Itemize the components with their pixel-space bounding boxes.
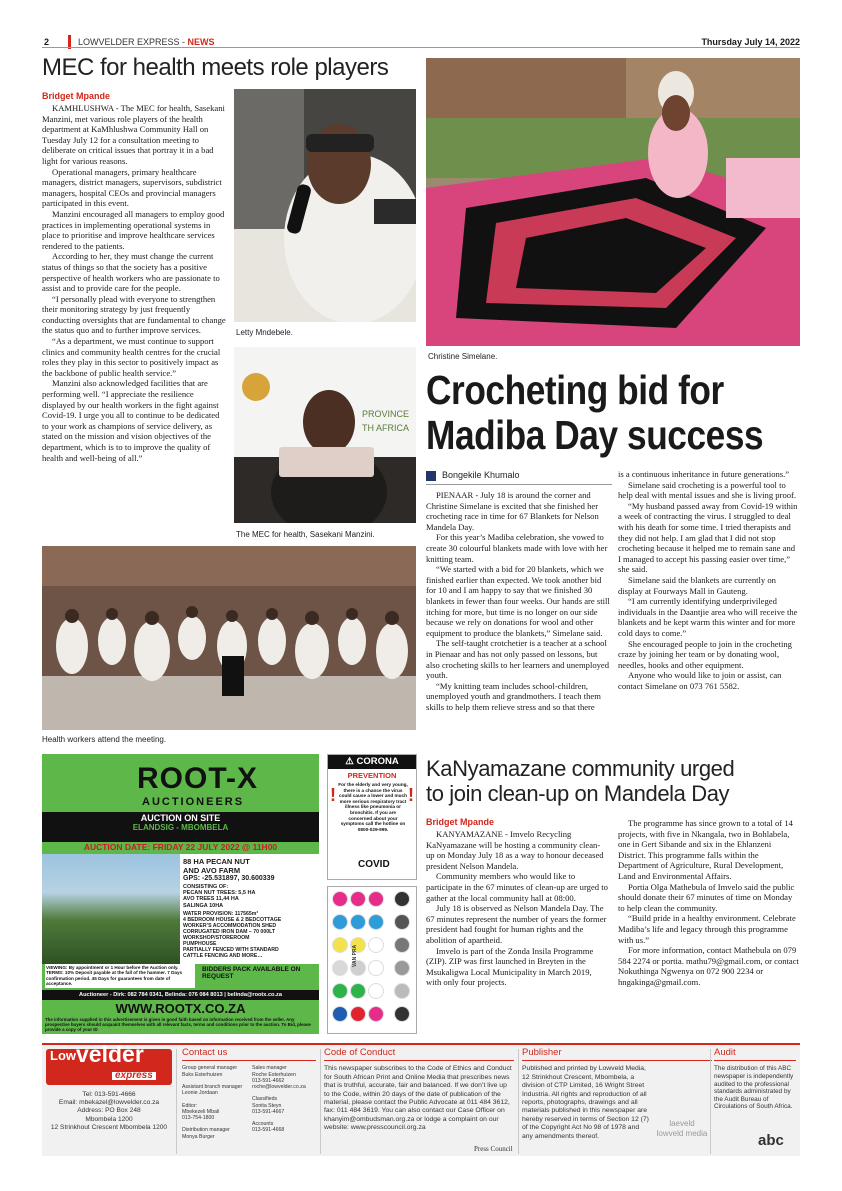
article1-paragraph: “I personally plead with everyone to strengthen their monitoring strategy by just frequently conducting oversights that are fundamental to change the status quo and to further improve services.: [42, 293, 226, 336]
rootx-details: [180, 854, 319, 964]
audit-body: The distribution of this ABC newspaper is independently audited to the professional standards administrated by the Audit Bureau of Circulations of South Africa.: [714, 1065, 794, 1111]
article2-paragraph: Simelane said crocheting is a powerful tool to help deal with mental issues and she is living proof.: [618, 479, 797, 501]
swatch-grid: [332, 891, 414, 1031]
photo-christine-simelane: [426, 58, 800, 346]
article1-byline: Bridget Mpande: [42, 91, 111, 101]
rootx-banner: [42, 812, 319, 842]
rootx-bidders: BIDDERS PACK AVAILABLE ON REQUEST: [202, 966, 301, 980]
rootx-photo: [42, 854, 180, 964]
colour-swatch: [394, 914, 410, 930]
article3-paragraph: KANYAMAZANE - Imvelo Recycling KaNyamazane will be hosting a community clean-up on Monday July 18 as a way to honour deceased president Nelson Mandela.: [426, 829, 604, 871]
article3-paragraph: July 18 is observed as Nelson Mandela Day. The 67 minutes represent the number of years the former president had fought for human rights and the abolition of apartheid.: [426, 903, 607, 945]
article2-byline: Bongekile Khumalo: [442, 470, 520, 480]
rootx-contact[interactable]: Auctioneer - Dirk: 082 784 0341, Belinda: 076 084 8013 | belinda@rootx.co.za: [42, 990, 319, 1000]
article2-paragraph-cont: is a continuous inheritance in future generations.”: [618, 469, 790, 479]
footer-address: Tel: 013-591-4666 Email: mbekazel@lowvelder.co.za Address: PO Box 248 Mbombela 1200 12 Strinkhout Crescent Mbombela 1200: [50, 1091, 168, 1131]
article3-paragraph: Imvelo is part of the Zonda Insila Programme (ZIP). ZIP was first launched in Breyten in the Msukaligwa Local Municipality in March 2019, with only four projects.: [426, 945, 594, 988]
article3-byline: Bridget Mpande: [426, 817, 495, 827]
article2-headline-line1: Crocheting bid for: [426, 367, 724, 413]
article3-paragraph: For more information, contact Mathebula on 079 584 2274 or portia. mathu79@gmail.com, or contact Nokuthinga Ngwenya on 072 900 2234 or hngakinga@gmail.com.: [618, 945, 799, 987]
warning-icon: ⚠: [345, 756, 354, 767]
masthead-label: [78, 37, 215, 47]
article2-headline: [426, 367, 764, 458]
colour-swatch: [368, 1006, 384, 1022]
article2-headline-line2: Madiba Day success: [426, 412, 764, 458]
colour-swatch: [350, 891, 366, 907]
logo-velder: velder: [76, 1041, 144, 1067]
rootx-location: ELANDSIG - MBOMBELA: [132, 823, 229, 832]
publisher-body: Published and printed by Lowveld Media, 12 Strinkhout Crescent, Mbombela, a division of CTP Limited, 16 Wright Street Industria. All rights and reproduction of all reports, photographs, drawings and all materials published in this newspaper are hereby reserved in terms of Section 12 (7) of the Copyright Act No 98 of 1978 and any amendments thereof.: [522, 1065, 649, 1140]
colour-swatch: [350, 983, 366, 999]
logo-express: express: [112, 1072, 156, 1080]
article3-headline-line1: KaNyamazane community urged: [426, 756, 735, 781]
colour-swatch: [368, 960, 384, 976]
colour-swatch: [368, 937, 384, 953]
photo-christine-svg: [426, 58, 800, 346]
rootx-brand: [137, 762, 258, 796]
rootx-water: WATER PROVISION: 117565m³ 4 BEDROOM HOUSE & 2 BEDCOTTAGE WORKER’S ACCOMMODATION SHED CORRUGATED IRON DAM – 70 000LT WORKSHOP/STOREROOM PUMPHOUSE PARTIALLY FENCED WITH STANDARD CATTLE FENCING AND MORE…: [183, 911, 282, 960]
article3-col2: [618, 818, 800, 988]
article1-paragraph: Manzini also acknowledged facilities that are performing well. “I appreciate the resilience displayed by our health workers in the fight against Covid-19. I urge you all to continue to be dedicated to your work as champions of service delivery, as stated on the mission and vision objectives of the department, which is to to improve the quality of health and well-being of all.”: [42, 378, 220, 463]
header-rule: [42, 47, 800, 48]
article2-paragraph: For this year’s Madiba celebration, she vowed to create 30 colourful blankets made with love with her knitting team.: [426, 532, 608, 564]
article1-paragraph: Manzini encouraged all managers to employ good practices in implementing operational systems in place to prioritise and improve healthcare services rendered to the patients.: [42, 208, 225, 251]
photo-mec: [234, 347, 416, 523]
colour-swatch: [332, 960, 348, 976]
corona-body: For the elderly and very young, there is a chance the virus could cause a lower and much more serious respiratory tract illness like pneumonia or bronchitis. If you are concerned about your symptoms call the hotline on 0800-029-999.: [338, 782, 408, 832]
page-number: 2: [44, 37, 50, 47]
article2-paragraph: The self-taught crotchetier is a teacher at a school in Pienaar and has not only passed on lessons, but also crocheting skills to her learners and unemployed youth.: [426, 638, 610, 681]
caption-christine: Christine Simelane.: [428, 352, 498, 361]
colour-swatch: [368, 914, 384, 930]
footer-conduct: [324, 1047, 514, 1153]
colour-swatch: [332, 937, 348, 953]
footer: [42, 1043, 800, 1156]
article3-paragraph: Community members who would like to participate in the 67 minutes of clean-up are urged to gather at the local community hall at 08:00.: [426, 871, 608, 903]
rootx-gps: GPS: -25.531897, 30.600339: [183, 875, 275, 882]
footer-contact: [182, 1049, 316, 1140]
article2-paragraph: PIENAAR - July 18 is around the corner and Christine Simelane is excited that she finished her crocheting race in time for 67 Blankets for Nelson Mandela Day.: [426, 490, 599, 532]
article3-col1: [426, 829, 608, 988]
audit-title: Audit: [714, 1049, 796, 1061]
photo-letty-svg: [234, 89, 416, 322]
exclamation-icon-left: !: [330, 785, 336, 805]
footer-divider: [320, 1049, 321, 1154]
article1-paragraph: According to her, they must change the current status of things so that the society has a positive perspective of health workers who are passionate to assist and to provide care for the people.: [42, 251, 220, 294]
article2-byline-marker: [426, 471, 436, 481]
podium-text: PROVINCE: [362, 409, 410, 419]
colour-swatch: [394, 891, 410, 907]
article2-paragraph: “We started with a bid for 20 blankets, which we finished earlier than expected. We took another bid for 10 and I am happy to say that we finished 30 blankets in fewer than four weeks. Our hands are still itching for more, but time is no longer on our side because we rely on donations for wool and other equipment to produce the blankets,” Simelane said.: [426, 564, 610, 638]
article1-headline: MEC for health meets role players: [42, 54, 389, 81]
rootx-consisting: CONSISTING OF:: [183, 884, 229, 890]
photo-letty-mndebele: [234, 89, 416, 322]
colour-swatch: [332, 914, 348, 930]
caption-mec: The MEC for health, Sasekani Manzini.: [236, 530, 375, 539]
covid-logo: COVID: [358, 859, 390, 870]
corona-title: [328, 755, 416, 769]
lowveld-media-logo: laeveld lowveld media: [656, 1119, 708, 1138]
colour-swatch: [394, 937, 410, 953]
article3-headline-line2: to join clean-up on Mandela Day: [426, 781, 730, 806]
abc-logo: abc: [758, 1132, 784, 1149]
rootx-property-1: 88 HA PECAN NUT: [183, 857, 250, 866]
article2-paragraph: “I am currently identifying underprivileged individuals in the Daantjie area who will receive the blankets and be kept warm this winter and for more cold days to come.”: [618, 596, 798, 638]
colour-swatch: [332, 1006, 348, 1022]
article3-headline: [426, 756, 800, 806]
ad-rootx[interactable]: [42, 754, 319, 1034]
colour-swatch: [368, 983, 384, 999]
exclamation-icon-right: !: [408, 785, 414, 805]
conduct-body: This newspaper subscribes to the Code of Ethics and Conduct for South African Print and Online Media that prescribes news that is truthful, accurate, fair and balanced. If we don’t live up to the Code, within 20 days of the date of publication of the material, please contact the Public Advocate at 011 484 3612, fax: 011 484 3619. You can also contact our Case Officer on khanyim@ombudsman.org.za or lodge a complaint on our website: www.presscouncil.org.za: [324, 1065, 512, 1132]
corona-title-text: CORONA: [356, 756, 399, 767]
article3-paragraph: Portia Olga Mathebula of Imvelo said the public should donate their 67 minutes of time on Monday to help clean the community.: [618, 881, 795, 913]
article2-paragraph: She encouraged people to join in the crocheting craze by joining her team or by donating wool, needles, hooks and other equipment.: [618, 638, 792, 670]
caption-letty: Letty Mndebele.: [236, 328, 293, 337]
colour-swatch: [332, 891, 348, 907]
lowvelder-logo: [46, 1041, 172, 1085]
footer-divider: [176, 1049, 177, 1154]
footer-brand: [46, 1041, 172, 1132]
article2-paragraph: Anyone who would like to join or assist, can contact Simelane on 073 761 5582.: [618, 670, 782, 691]
colour-swatch: [350, 914, 366, 930]
article2-paragraph: “My husband passed away from Covid-19 within a week of contracting the virus. I struggled to deal with his death for some time. I tried therapists and they did not help. I am glad that I did not stop crocheting because it helped me to remain sane and I managed to accept his passing easier over time,” she said.: [618, 500, 798, 575]
colour-bar-side-text: VAN PRA: [352, 944, 358, 967]
corona-subtitle: PREVENTION: [347, 771, 397, 780]
colour-swatch: [394, 1006, 410, 1022]
rootx-on-site: AUCTION ON SITE: [140, 813, 221, 823]
colour-swatch: [394, 983, 410, 999]
article1-paragraph: Operational managers, primary healthcare managers, district managers, supervisors, subdistrict managers, hospital CEOs and provincial managers participated in this event.: [42, 166, 222, 209]
rootx-viewing: VIEWING: By appointment or 1 Hour before the Auction only. TERMS: 10% Deposit payable at the fall of the hammer. 7 Days confirmation period. 45 Days for guarantees from date of acceptance.: [45, 964, 195, 988]
photo-mec-svg: [234, 347, 416, 523]
article2-paragraph: “My knitting team includes school-children, unemployed youth and grandmothers. I teach them skills to help them relieve stress and so that there: [426, 680, 601, 712]
rootx-brand-text: ROOT-X: [137, 762, 259, 795]
podium-text-2: TH AFRICA: [362, 423, 410, 433]
rootx-property-2: AND AVO FARM: [183, 866, 241, 875]
article2-col2: [618, 469, 800, 691]
conduct-title: Code of Conduct: [324, 1049, 514, 1061]
contact-title: Contact us: [182, 1049, 316, 1061]
article1-body: [42, 103, 228, 463]
press-council-logo: Press Council: [474, 1145, 513, 1153]
ad-corona[interactable]: [327, 754, 417, 880]
article1-paragraph: “As a department, we must continue to support clinics and community health centres for the crucial roles they play in this sector to positively impact as the backbone of public health service.”: [42, 336, 221, 378]
article3-paragraph: “Build pride in a healthy environment. Celebrate Madiba’s life and legacy through this programme with us.”: [618, 913, 796, 945]
article3-paragraph: The programme has since grown to a total of 14 projects, with five in Nkangala, two in Bohlabela, one in Gert Sibande and six in the Ehlanzeni District. This programme falls within the Department of Agriculture, Rural Development, Land and Environmental Affairs.: [618, 818, 793, 881]
issue-date: Thursday July 14, 2022: [701, 37, 800, 47]
rootx-consisting-items: PECAN NUT TREES: 5,5 HA AVO TREES 11,44 HA SALINGA 10HA: [183, 890, 256, 909]
colour-calibration-bar: [327, 886, 417, 1034]
article2-col1: [426, 490, 612, 712]
colour-swatch: [394, 960, 410, 976]
article1-paragraph: KAMHLUSHWA - The MEC for health, Sasekani Manzini, met various role players of the health department at KaMhlushwa Community Hall on Tuesday July 12 for a consultation meeting to deliberate on critical issues that portray it in a bad light for various reasons.: [42, 103, 225, 166]
logo-low: Low: [50, 1048, 76, 1063]
article2-byline-rule: [426, 484, 612, 485]
photo-workers-svg: [42, 546, 416, 730]
rootx-website[interactable]: WWW.ROOTX.CO.ZA: [115, 1001, 246, 1016]
footer-divider: [518, 1049, 519, 1154]
footer-publisher: [522, 1049, 712, 1141]
footer-divider: [710, 1049, 711, 1154]
masthead-name: LOWVELDER EXPRESS -: [78, 37, 186, 47]
publisher-title: Publisher: [522, 1049, 712, 1061]
contacts-col1: Group general manager Buks Esterhuizen Assistant branch manager Leonie Jordaan Editor: Mbekezeli Mbali 013-754-1800 Distribution manager Monya Burger: [182, 1065, 243, 1140]
colour-swatch: [332, 983, 348, 999]
caption-health-workers: Health workers attend the meeting.: [42, 735, 167, 744]
rootx-sub: AUCTIONEERS: [142, 796, 245, 808]
photo-health-workers: [42, 546, 416, 730]
rootx-date: AUCTION DATE: FRIDAY 22 JULY 2022 @ 11H00: [42, 842, 319, 854]
contacts-col2: Sales manager Roche Esterhuizen 013-591-4662 roche@lowvelder.co.za Classifieds Sonita Steyn 013-591-4667 Accounts 013-591-4668: [252, 1065, 306, 1134]
footer-audit: [714, 1047, 796, 1149]
section-name: NEWS: [187, 37, 215, 47]
article2-paragraph: Simelane said the blankets are currently on display at Fourways Mall in Gauteng.: [618, 574, 776, 596]
rootx-disclaimer: The information supplied in this advertisement is given in good faith based on information received from the seller. Any prospective buyers should acquaint themselves with all relevant facts, terms and conditions prior to the auction. To Bid, please provide a copy of your ID: [45, 1017, 311, 1033]
colour-swatch: [350, 1006, 366, 1022]
colour-swatch: [368, 891, 384, 907]
